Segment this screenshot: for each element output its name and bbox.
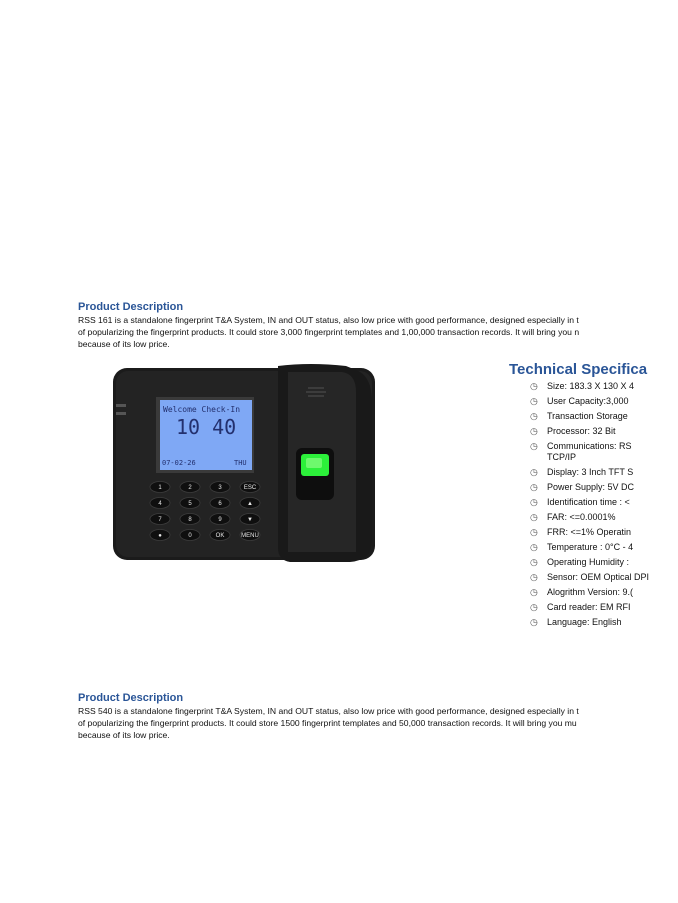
section1-heading: Product Description xyxy=(78,301,184,313)
led-indicator xyxy=(116,404,126,407)
spec-item: ◷ Card reader: EM RFI xyxy=(530,602,631,612)
section2-line-1: RSS 540 is a standalone fingerprint T&A System, IN and OUT status, also low price with good performance, designed especially in t xyxy=(78,706,579,716)
section1-description xyxy=(78,314,678,350)
keypad-key xyxy=(150,498,170,509)
section2-heading: Product Description xyxy=(78,692,184,704)
spec-item: ◷ FRR: <=1% Operatin xyxy=(530,527,632,537)
keypad-key xyxy=(180,514,200,525)
clock-bullet-icon: ◷ xyxy=(530,542,538,552)
clock-bullet-icon: ◷ xyxy=(530,512,538,522)
keypad-key xyxy=(240,530,260,541)
keypad-key xyxy=(210,514,230,525)
keypad-key-label: 1 xyxy=(158,485,162,492)
clock-bullet-icon: ◷ xyxy=(530,467,538,477)
keypad-key xyxy=(150,482,170,493)
keypad-key-label: ESC xyxy=(243,485,257,492)
spec-item: ◷ Size: 183.3 X 130 X 4 xyxy=(530,381,635,391)
spec-item: ◷ Alogrithm Version: 9.( xyxy=(530,587,634,597)
fingerprint-device-image xyxy=(110,362,380,567)
spec-item: ◷ Power Supply: 5V DC xyxy=(530,482,635,492)
clock-bullet-icon: ◷ xyxy=(530,602,538,612)
keypad-key-label: 2 xyxy=(188,485,192,492)
keypad-key xyxy=(180,498,200,509)
specs-list xyxy=(530,381,650,632)
keypad-key-label: MENU xyxy=(241,533,259,540)
clock-bullet-icon: ◷ xyxy=(530,396,538,406)
spec-item: ◷ Identification time : < xyxy=(530,497,630,507)
spec-item: ◷ Sensor: OEM Optical DPI xyxy=(530,572,650,582)
keypad-key-label: ● xyxy=(158,533,162,540)
keypad-key-label: 5 xyxy=(188,501,192,508)
lcd-time: 10 40 xyxy=(176,415,237,439)
keypad-key xyxy=(180,530,200,541)
clock-bullet-icon: ◷ xyxy=(530,411,538,421)
section1-line-3: because of its low price. xyxy=(78,339,170,349)
keypad-key xyxy=(210,498,230,509)
clock-bullet-icon: ◷ xyxy=(530,587,538,597)
keypad-key-label: ▼ xyxy=(247,517,253,524)
section2-line-2: of popularizing the fingerprint products. It could store 1500 fingerprint templates and 50,000 transaction records. It will bring you mu xyxy=(78,718,577,728)
led-indicator xyxy=(116,412,126,415)
keypad-key-label: 7 xyxy=(158,517,162,524)
clock-bullet-icon: ◷ xyxy=(530,572,538,582)
keypad-key xyxy=(150,530,170,541)
spec-item: ◷ Communications: RS TCP/IP xyxy=(530,441,632,462)
keypad-key-label: 8 xyxy=(188,517,192,524)
clock-bullet-icon: ◷ xyxy=(530,617,538,627)
keypad-key-label: 3 xyxy=(218,485,222,492)
specs-title: Technical Specifica xyxy=(509,361,648,378)
spec-item: ◷ Display: 3 Inch TFT S xyxy=(530,467,634,477)
keypad-key-label: ▲ xyxy=(247,501,253,508)
spec-item: ◷ FAR: <=0.0001% xyxy=(530,512,616,522)
lcd-day: THU xyxy=(234,459,247,467)
spec-item: ◷ Operating Humidity : xyxy=(530,557,630,567)
spec-item: ◷ Processor: 32 Bit xyxy=(530,426,616,436)
clock-bullet-icon: ◷ xyxy=(530,441,538,451)
keypad-key xyxy=(240,482,260,493)
clock-bullet-icon: ◷ xyxy=(530,557,538,567)
clock-bullet-icon: ◷ xyxy=(530,482,538,492)
section2-description xyxy=(78,705,678,741)
lcd-welcome-text: Welcome Check-In xyxy=(163,405,241,414)
clock-bullet-icon: ◷ xyxy=(530,381,538,391)
spec-item: ◷ Temperature : 0°C - 4 xyxy=(530,542,634,552)
keypad-key xyxy=(240,498,260,509)
keypad-key xyxy=(150,514,170,525)
keypad-key-label: 0 xyxy=(188,533,192,540)
lcd-date: 07-02-26 xyxy=(162,459,196,467)
keypad-key xyxy=(210,530,230,541)
section1-line-2: of popularizing the fingerprint products. It could store 3,000 fingerprint templates and 1,00,000 transaction records. It will bring you n xyxy=(78,327,580,337)
keypad-key-label: 9 xyxy=(218,517,222,524)
keypad-key xyxy=(180,482,200,493)
clock-bullet-icon: ◷ xyxy=(530,426,538,436)
keypad-key xyxy=(240,514,260,525)
section2-line-3: because of its low price. xyxy=(78,730,170,740)
keypad-key-label: 6 xyxy=(218,501,222,508)
spec-item: ◷ User Capacity:3,000 xyxy=(530,396,629,406)
clock-bullet-icon: ◷ xyxy=(530,497,538,507)
spec-item: ◷ Language: English xyxy=(530,617,622,627)
section1-line-1: RSS 161 is a standalone fingerprint T&A System, IN and OUT status, also low price with good performance, designed especially in t xyxy=(78,315,579,325)
spec-item: ◷ Transaction Storage xyxy=(530,411,628,421)
keypad-key-label: 4 xyxy=(158,501,162,508)
clock-bullet-icon: ◷ xyxy=(530,527,538,537)
keypad-key xyxy=(210,482,230,493)
keypad-key-label: OK xyxy=(215,533,225,540)
